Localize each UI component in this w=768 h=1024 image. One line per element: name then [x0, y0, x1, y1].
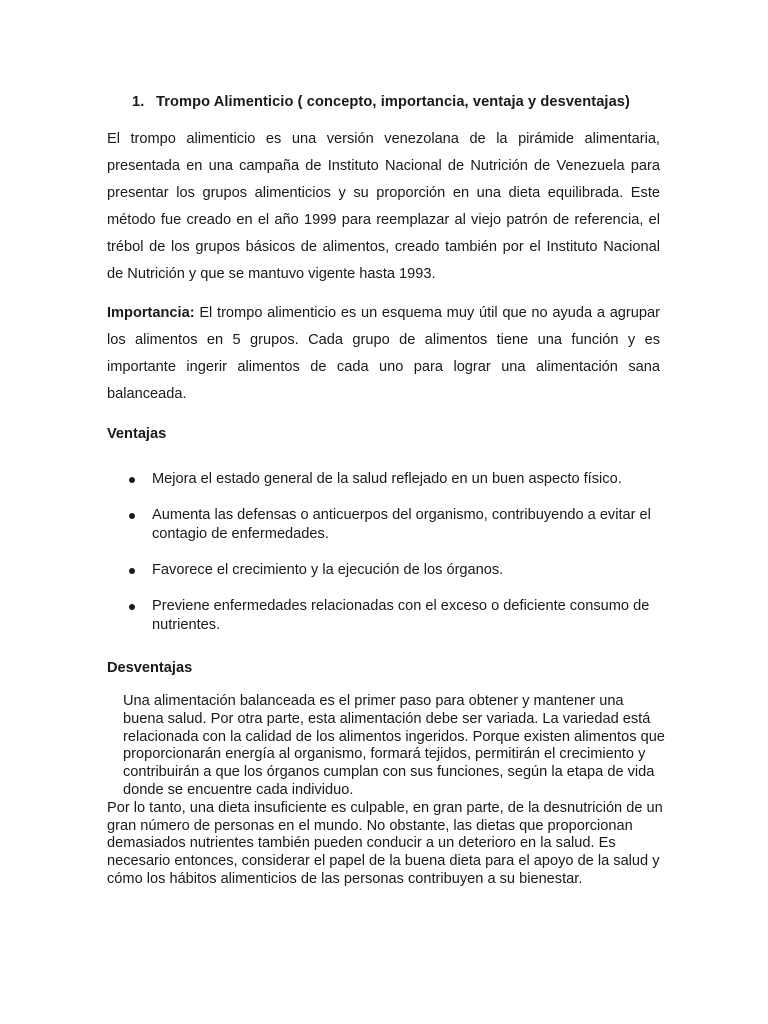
list-item-text: Favorece el crecimiento y la ejecución de los órganos. [152, 562, 504, 578]
list-item [107, 506, 667, 544]
intro-paragraph: El trompo alimenticio es una versión venezolana de la pirámide alimentaria, presentada en una campaña de Instituto Nacional de Nutrición de Venezuela para presentar los grupos alimenticios y su proporción en una dieta equilibrada. Este método fue creado en el año 1999 para reemplazar al viejo patrón de referencia, el trébol de los grupos básicos de alimentos, creado también por el Instituto Nacional de Nutrición y que se mantuvo vigente hasta 1993. [107, 131, 660, 282]
ventajas-list [107, 470, 667, 652]
desventajas-paragraph-1: Una alimentación balanceada es el primer paso para obtener y mantener una buena salud. Por otra parte, esta alimentación debe ser variada. La variedad está relacionada con la calidad de los alimentos ingeridos. Porque existen alimentos que proporcionarán energía al organismo, formará tejidos, permitirán el crecimiento y contribuirán a que los órganos cumplan con sus funciones, según la etapa de vida donde se encuentre cada individuo. [123, 693, 665, 798]
list-item-text: Mejora el estado general de la salud reflejado en un buen aspecto físico. [152, 471, 622, 487]
bullet-icon [129, 604, 135, 610]
list-item [107, 561, 667, 580]
importance-paragraph [107, 300, 660, 408]
bullet-icon [129, 513, 135, 519]
list-item-text: Previene enfermedades relacionadas con el exceso o deficiente consumo de nutrientes. [152, 598, 650, 633]
list-item [107, 470, 667, 489]
desventajas-body [107, 693, 667, 889]
ventajas-title: Ventajas [107, 426, 167, 442]
importance-text: El trompo alimenticio es un esquema muy útil que no ayuda a agrupar los alimentos en 5 grupos. Cada grupo de alimentos tiene una función y es importante ingerir alimentos de cada uno para lograr una alimentación sana balanceada. [107, 305, 660, 402]
heading-text: Trompo Alimenticio ( concepto, importancia, ventaja y desventajas) [156, 94, 630, 110]
desventajas-paragraph-2: Por lo tanto, una dieta insuficiente es culpable, en gran parte, de la desnutrición de un gran número de personas en el mundo. No obstante, las dietas que proporcionan demasiados nutrientes también pueden conducir a un deterioro en la salud. Es necesario entonces, considerar el papel de la buena dieta para el apoyo de la salud y cómo los hábitos alimenticios de las personas contribuyen a su bienestar. [107, 799, 663, 887]
heading-number: 1. [132, 94, 145, 110]
section-heading [132, 92, 692, 112]
importance-label: Importancia: [107, 305, 195, 321]
list-item-text: Aumenta las defensas o anticuerpos del organismo, contribuyendo a evitar el contagio de enfermedades. [152, 507, 651, 542]
desventajas-title: Desventajas [107, 660, 193, 676]
list-item [107, 597, 667, 635]
bullet-icon [129, 477, 135, 483]
bullet-icon [129, 568, 135, 574]
